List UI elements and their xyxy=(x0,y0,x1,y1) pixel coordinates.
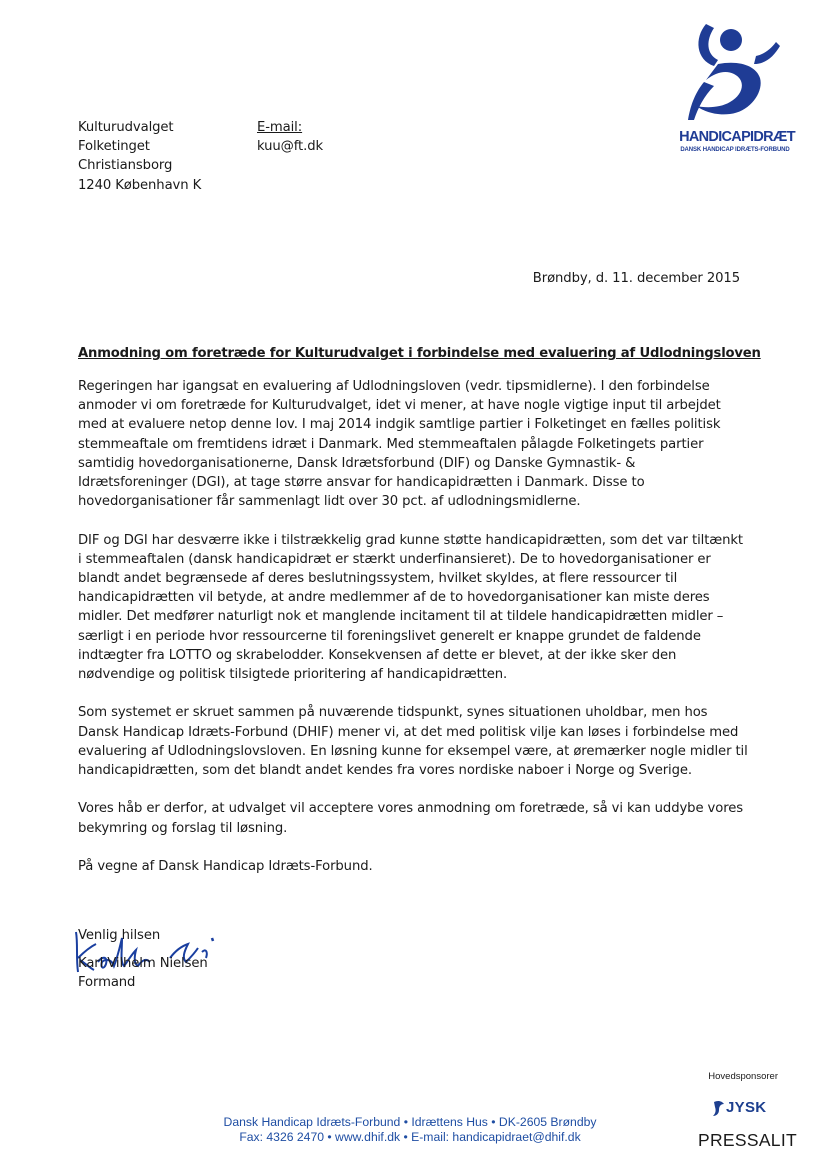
address-line: Kulturudvalget xyxy=(78,120,174,135)
paragraph: DIF og DGI har desværre ikke i tilstrækkelig grad kunne støtte handicapidrætten, som det var tiltænkt i stemmeaftalen (dansk handicapidræt er stærkt underfinansieret). De to hovedorganisationer er blandt andet begrænsede af deres beslutningssystem, hvilket skyldes, at flere ressourcer til handicapidrætten vil betyde, at andre medlemmer af de to hovedorganisationer kan miste deres midler. Det medfører naturligt nok et manglende incitament til at tildele handicapidrætten midler – særligt i en periode hvor ressourcerne til foreningslivet generelt er knappe grundet de faldende indtægter fra LOTTO og skrabelodder. Konsekvensen af dette er blevet, at der ikke sker den nødvendige og politisk tilsigtede prioritering af handicapidrætten. xyxy=(78,532,743,683)
letter-body xyxy=(78,377,748,895)
letter-subject: Anmodning om foretræde for Kulturudvalget i forbindelse med evaluering af Udlodningsloven xyxy=(78,346,761,361)
letter-date: Brøndby, d. 11. december 2015 xyxy=(532,271,740,286)
paragraph: Som systemet er skruet sammen på nuværende tidspunkt, synes situationen uholdbar, men hos Dansk Handicap Idræts-Forbund (DHIF) mener vi, at det med politisk vilje kan løses i forbindelse med evaluering af Udlodningslovsloven. En løsning kunne for eksempel være, at øremærker nogle midler til handicapidrætten, som det blandt andet kendes fra vores nordiske naboer i Norge og Sverige. xyxy=(78,705,748,779)
pressalit-logo: PRESSALIT xyxy=(698,1130,797,1150)
letter-footer xyxy=(200,1115,620,1145)
sponsor-label: Hovedsponsorer xyxy=(708,1071,778,1082)
dhif-logo xyxy=(672,20,798,160)
footer-address: Dansk Handicap Idræts-Forbund • Idrættens Hus • DK-2605 Brøndby xyxy=(223,1115,597,1129)
handicapidraet-figure-icon xyxy=(684,20,784,128)
email-value[interactable]: kuu@ft.dk xyxy=(257,139,324,155)
recipient-address xyxy=(78,118,201,195)
jysk-logo xyxy=(712,1098,782,1118)
paragraph: På vegne af Dansk Handicap Idræts-Forbund. xyxy=(78,859,373,875)
address-line: 1240 København K xyxy=(78,177,202,193)
footer-contact: Fax: 4326 2470 • www.dhif.dk • E-mail: handicapidraet@dhif.dk xyxy=(239,1130,581,1144)
address-line: Christiansborg xyxy=(78,158,173,174)
jysk-wordmark: JYSK xyxy=(726,1099,767,1116)
signer-name: Karl Vilhelm Nielsen xyxy=(78,956,208,972)
email-label: E-mail: xyxy=(257,120,303,135)
paragraph: Regeringen har igangsat en evaluering af Udlodningsloven (vedr. tipsmidlerne). I den forbindelse anmoder vi om foretræde for Kulturudvalget, idet vi mener, at have nogle vigtige input til arbejdet med at evaluere netop denne lov. I maj 2014 indgik samtlige partier i Folketinget en fælles politisk stemmeaftale om fremtidens idræt i Danmark. Med stemmeaftalen pålagde Folketingets partier samtidig hovedorganisationerne, Dansk Idrætsforbund (DIF) og Danske Gymnastik- & Idrætsforeninger (DGI), at tage større ansvar for handicapidrætten i Danmark. Disse to hovedorganisationer får sammenlagt lidt over 30 pct. af udlodningsmidlerne. xyxy=(78,379,721,510)
closing-greeting: Venlig hilsen xyxy=(78,928,161,943)
paragraph: Vores håb er derfor, at udvalget vil acceptere vores anmodning om foretræde, så vi kan uddybe vores bekymring og forslag til løsning. xyxy=(78,801,744,836)
recipient-email xyxy=(257,118,323,156)
closing-block xyxy=(78,926,208,993)
logo-wordmark: HANDICAPIDRÆT xyxy=(679,129,795,145)
logo-subline: DANSK HANDICAP IDRÆTS-FORBUND xyxy=(680,147,790,153)
address-line: Folketinget xyxy=(78,139,150,155)
signer-title: Formand xyxy=(78,975,136,991)
